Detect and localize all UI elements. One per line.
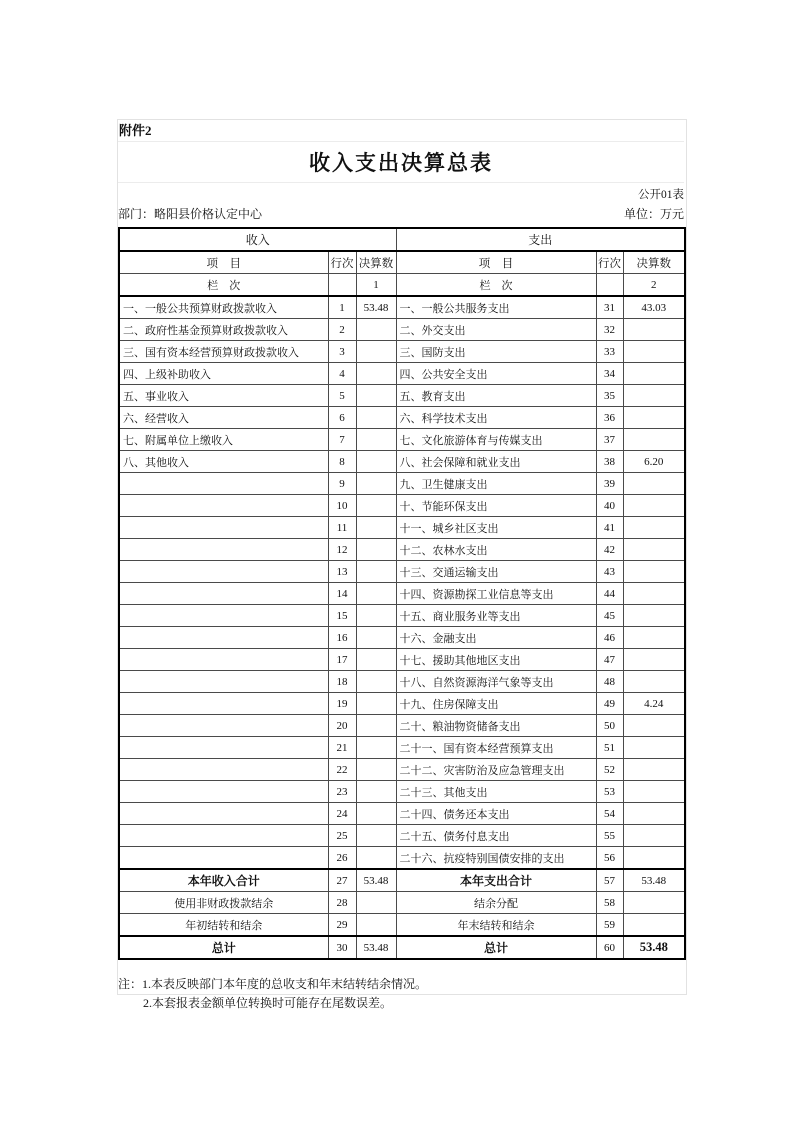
table-row — [119, 671, 685, 693]
expense-amount-cell — [623, 847, 685, 870]
expense-amount-cell — [623, 605, 685, 627]
table-row — [119, 649, 685, 671]
income-item-cell: 五、事业收入 — [119, 385, 328, 407]
income-amount-cell — [356, 429, 396, 451]
income-rowno-cell: 19 — [328, 693, 356, 715]
table-row — [119, 803, 685, 825]
expense-amount-cell — [623, 429, 685, 451]
expense-colindex-number: 2 — [623, 274, 685, 297]
income-rowno-cell: 2 — [328, 319, 356, 341]
income-item-header: 项 目 — [119, 251, 328, 274]
section-header-row — [119, 228, 685, 251]
expense-amount-cell — [623, 495, 685, 517]
income-item-cell — [119, 715, 328, 737]
income-rowno-cell: 9 — [328, 473, 356, 495]
expense-rowno-cell: 52 — [596, 759, 623, 781]
expense-item-cell: 三、国防支出 — [396, 341, 596, 363]
expense-amount-cell — [623, 561, 685, 583]
income-item-cell: 总计 — [119, 936, 328, 959]
income-section-header: 收入 — [119, 228, 396, 251]
expense-amount-cell — [623, 649, 685, 671]
expense-item-cell: 一、一般公共服务支出 — [396, 296, 596, 319]
income-item-cell: 年初结转和结余 — [119, 914, 328, 937]
income-rowno-cell: 15 — [328, 605, 356, 627]
income-amount-cell — [356, 517, 396, 539]
income-rowno-cell: 21 — [328, 737, 356, 759]
income-item-cell: 七、附属单位上缴收入 — [119, 429, 328, 451]
expense-rowno-cell: 54 — [596, 803, 623, 825]
expense-amount-cell — [623, 473, 685, 495]
income-rowno-cell: 8 — [328, 451, 356, 473]
expense-item-cell: 二十一、国有资本经营预算支出 — [396, 737, 596, 759]
expense-amount-cell: 53.48 — [623, 869, 685, 892]
expense-item-cell: 十一、城乡社区支出 — [396, 517, 596, 539]
expense-amount-cell — [623, 583, 685, 605]
income-item-cell — [119, 539, 328, 561]
income-amount-cell — [356, 825, 396, 847]
income-amount-cell — [356, 473, 396, 495]
table-row — [119, 781, 685, 803]
department-label: 部门：略阳县价格认定中心 — [118, 207, 263, 221]
income-amount-cell — [356, 847, 396, 870]
expense-item-cell: 七、文化旅游体育与传媒支出 — [396, 429, 596, 451]
expense-item-cell: 十八、自然资源海洋气象等支出 — [396, 671, 596, 693]
unit-label: 单位：万元 — [623, 207, 684, 221]
expense-amount-cell: 53.48 — [623, 936, 685, 959]
expense-rowno-cell: 46 — [596, 627, 623, 649]
income-amount-cell — [356, 583, 396, 605]
table-row — [119, 715, 685, 737]
table-row — [119, 627, 685, 649]
income-rowno-cell: 14 — [328, 583, 356, 605]
table-row — [119, 693, 685, 715]
expense-amount-cell — [623, 319, 685, 341]
table-row — [119, 759, 685, 781]
summary-row — [119, 936, 685, 959]
note-line-2: 2.本套报表金额单位转换时可能存在尾数误差。 — [143, 996, 393, 1010]
expense-amount-cell — [623, 363, 685, 385]
income-rowno-cell: 6 — [328, 407, 356, 429]
income-item-cell — [119, 693, 328, 715]
income-amount-cell — [356, 319, 396, 341]
expense-item-cell: 本年支出合计 — [396, 869, 596, 892]
expense-amount-cell — [623, 627, 685, 649]
income-rowno-cell: 27 — [328, 869, 356, 892]
expense-amount-cell — [623, 803, 685, 825]
expense-rowno-cell: 58 — [596, 892, 623, 914]
table-row — [119, 473, 685, 495]
income-amount-cell: 53.48 — [356, 936, 396, 959]
income-colindex-blank — [328, 274, 356, 297]
income-rowno-cell: 7 — [328, 429, 356, 451]
income-item-cell — [119, 781, 328, 803]
table-row — [119, 539, 685, 561]
income-item-cell — [119, 473, 328, 495]
expense-rowno-cell: 56 — [596, 847, 623, 870]
income-item-cell — [119, 803, 328, 825]
income-item-cell — [119, 583, 328, 605]
expense-item-cell: 八、社会保障和就业支出 — [396, 451, 596, 473]
expense-rowno-cell: 32 — [596, 319, 623, 341]
expense-item-cell: 二十四、债务还本支出 — [396, 803, 596, 825]
expense-item-cell: 十五、商业服务业等支出 — [396, 605, 596, 627]
expense-rowno-cell: 41 — [596, 517, 623, 539]
expense-amount-cell — [623, 385, 685, 407]
expense-rowno-cell: 31 — [596, 296, 623, 319]
expense-amount-cell — [623, 759, 685, 781]
column-header-row — [119, 251, 685, 274]
income-item-cell — [119, 847, 328, 870]
income-amount-cell — [356, 451, 396, 473]
table-row — [119, 341, 685, 363]
expense-amount-cell — [623, 671, 685, 693]
income-item-cell — [119, 825, 328, 847]
income-amount-cell — [356, 341, 396, 363]
table-row — [119, 561, 685, 583]
income-amount-cell — [356, 561, 396, 583]
expense-item-cell: 十九、住房保障支出 — [396, 693, 596, 715]
expense-item-cell: 十、节能环保支出 — [396, 495, 596, 517]
income-rowno-cell: 22 — [328, 759, 356, 781]
table-row — [119, 847, 685, 870]
income-amount-cell — [356, 781, 396, 803]
income-amount-cell — [356, 671, 396, 693]
income-rowno-cell: 16 — [328, 627, 356, 649]
expense-rowno-cell: 55 — [596, 825, 623, 847]
income-amount-cell — [356, 914, 396, 937]
expense-item-cell: 年末结转和结余 — [396, 914, 596, 937]
income-amount-cell — [356, 539, 396, 561]
income-item-cell: 三、国有资本经营预算财政拨款收入 — [119, 341, 328, 363]
page-title: 收入支出决算总表 — [118, 142, 684, 183]
income-amount-cell — [356, 715, 396, 737]
expense-rowno-cell: 48 — [596, 671, 623, 693]
income-amount-cell — [356, 363, 396, 385]
income-rowno-cell: 30 — [328, 936, 356, 959]
table-row — [119, 583, 685, 605]
expense-colindex-label: 栏 次 — [396, 274, 596, 297]
expense-rowno-cell: 39 — [596, 473, 623, 495]
expense-item-cell: 二十六、抗疫特别国债安排的支出 — [396, 847, 596, 870]
expense-amount-cell — [623, 539, 685, 561]
income-amount-cell — [356, 737, 396, 759]
expense-amount-cell — [623, 341, 685, 363]
expense-amount-cell — [623, 825, 685, 847]
income-rowno-cell: 3 — [328, 341, 356, 363]
income-rowno-cell: 13 — [328, 561, 356, 583]
income-rowno-cell: 10 — [328, 495, 356, 517]
expense-section-header: 支出 — [396, 228, 685, 251]
expense-item-cell: 二十五、债务付息支出 — [396, 825, 596, 847]
table-row — [119, 495, 685, 517]
expense-item-cell: 二十、粮油物资储备支出 — [396, 715, 596, 737]
expense-amount-cell: 4.24 — [623, 693, 685, 715]
expense-item-cell: 十四、资源勘探工业信息等支出 — [396, 583, 596, 605]
income-item-cell: 一、一般公共预算财政拨款收入 — [119, 296, 328, 319]
income-amount-cell — [356, 693, 396, 715]
income-rowno-cell: 1 — [328, 296, 356, 319]
income-item-cell: 四、上级补助收入 — [119, 363, 328, 385]
expense-item-cell: 结余分配 — [396, 892, 596, 914]
expense-item-cell: 九、卫生健康支出 — [396, 473, 596, 495]
income-rowno-cell: 17 — [328, 649, 356, 671]
income-item-cell — [119, 517, 328, 539]
expense-rowno-cell: 47 — [596, 649, 623, 671]
attachment-label: 附件2 — [118, 120, 684, 142]
income-item-cell — [119, 737, 328, 759]
expense-item-cell: 五、教育支出 — [396, 385, 596, 407]
expense-rowno-cell: 44 — [596, 583, 623, 605]
table-row — [119, 825, 685, 847]
expense-rowno-cell: 40 — [596, 495, 623, 517]
income-colindex-label: 栏 次 — [119, 274, 328, 297]
income-rowno-cell: 12 — [328, 539, 356, 561]
expense-amount-cell: 43.03 — [623, 296, 685, 319]
expense-amount-cell — [623, 781, 685, 803]
expense-rowno-cell: 49 — [596, 693, 623, 715]
note-line-1: 注：1.本表反映部门本年度的总收支和年末结转结余情况。 — [118, 977, 428, 991]
income-rowno-cell: 20 — [328, 715, 356, 737]
expense-rowno-cell: 37 — [596, 429, 623, 451]
expense-amount-cell — [623, 407, 685, 429]
income-amount-cell — [356, 759, 396, 781]
income-rowno-cell: 18 — [328, 671, 356, 693]
table-row — [119, 385, 685, 407]
expense-item-cell: 总计 — [396, 936, 596, 959]
expense-item-cell: 十七、援助其他地区支出 — [396, 649, 596, 671]
income-amount-cell — [356, 605, 396, 627]
income-amount-cell: 53.48 — [356, 296, 396, 319]
expense-rowno-cell: 35 — [596, 385, 623, 407]
income-amount-cell — [356, 495, 396, 517]
income-colindex-number: 1 — [356, 274, 396, 297]
summary-row — [119, 869, 685, 892]
expense-amount-cell — [623, 517, 685, 539]
income-item-cell: 六、经营收入 — [119, 407, 328, 429]
income-item-cell — [119, 495, 328, 517]
expense-rowno-cell: 42 — [596, 539, 623, 561]
expense-item-cell: 十三、交通运输支出 — [396, 561, 596, 583]
expense-amount-cell — [623, 892, 685, 914]
expense-item-cell: 六、科学技术支出 — [396, 407, 596, 429]
expense-amount-cell — [623, 737, 685, 759]
income-amount-cell: 53.48 — [356, 869, 396, 892]
expense-item-cell: 二十三、其他支出 — [396, 781, 596, 803]
expense-rowno-cell: 57 — [596, 869, 623, 892]
notes — [118, 975, 684, 1013]
expense-amount-cell: 6.20 — [623, 451, 685, 473]
expense-rowno-cell: 60 — [596, 936, 623, 959]
income-rowno-cell: 28 — [328, 892, 356, 914]
expense-rowno-cell: 36 — [596, 407, 623, 429]
table-row — [119, 451, 685, 473]
income-rowno-header: 行次 — [328, 251, 356, 274]
income-amount-cell — [356, 649, 396, 671]
summary-row — [119, 914, 685, 937]
expense-colindex-blank — [596, 274, 623, 297]
expense-rowno-cell: 53 — [596, 781, 623, 803]
meta-line — [118, 204, 684, 227]
table-code: 公开01表 — [638, 189, 684, 201]
income-item-cell — [119, 759, 328, 781]
income-item-cell: 二、政府性基金预算财政拨款收入 — [119, 319, 328, 341]
income-item-cell — [119, 605, 328, 627]
expense-amount-cell — [623, 914, 685, 937]
table-row — [119, 737, 685, 759]
income-item-cell: 本年收入合计 — [119, 869, 328, 892]
expense-item-header: 项 目 — [396, 251, 596, 274]
budget-summary-table — [118, 227, 686, 960]
income-item-cell: 八、其他收入 — [119, 451, 328, 473]
table-row — [119, 407, 685, 429]
table-row — [119, 429, 685, 451]
expense-rowno-header: 行次 — [596, 251, 623, 274]
income-rowno-cell: 24 — [328, 803, 356, 825]
expense-item-cell: 四、公共安全支出 — [396, 363, 596, 385]
income-amount-header: 决算数 — [356, 251, 396, 274]
income-rowno-cell: 5 — [328, 385, 356, 407]
expense-rowno-cell: 43 — [596, 561, 623, 583]
income-amount-cell — [356, 627, 396, 649]
expense-rowno-cell: 34 — [596, 363, 623, 385]
income-rowno-cell: 26 — [328, 847, 356, 870]
expense-rowno-cell: 51 — [596, 737, 623, 759]
income-item-cell — [119, 671, 328, 693]
document-page — [118, 120, 684, 1013]
expense-rowno-cell: 33 — [596, 341, 623, 363]
income-amount-cell — [356, 407, 396, 429]
expense-rowno-cell: 38 — [596, 451, 623, 473]
income-rowno-cell: 25 — [328, 825, 356, 847]
expense-item-cell: 十六、金融支出 — [396, 627, 596, 649]
expense-item-cell: 二十二、灾害防治及应急管理支出 — [396, 759, 596, 781]
table-row — [119, 517, 685, 539]
table-row — [119, 605, 685, 627]
summary-row — [119, 892, 685, 914]
income-amount-cell — [356, 385, 396, 407]
income-rowno-cell: 29 — [328, 914, 356, 937]
income-rowno-cell: 4 — [328, 363, 356, 385]
expense-rowno-cell: 50 — [596, 715, 623, 737]
expense-item-cell: 十二、农林水支出 — [396, 539, 596, 561]
table-row — [119, 319, 685, 341]
table-row — [119, 296, 685, 319]
income-amount-cell — [356, 892, 396, 914]
expense-amount-header: 决算数 — [623, 251, 685, 274]
expense-rowno-cell: 45 — [596, 605, 623, 627]
income-item-cell — [119, 649, 328, 671]
income-item-cell — [119, 561, 328, 583]
income-rowno-cell: 11 — [328, 517, 356, 539]
income-amount-cell — [356, 803, 396, 825]
expense-rowno-cell: 59 — [596, 914, 623, 937]
income-item-cell — [119, 627, 328, 649]
income-rowno-cell: 23 — [328, 781, 356, 803]
income-item-cell: 使用非财政拨款结余 — [119, 892, 328, 914]
table-row — [119, 363, 685, 385]
column-index-row — [119, 274, 685, 297]
expense-amount-cell — [623, 715, 685, 737]
expense-item-cell: 二、外交支出 — [396, 319, 596, 341]
